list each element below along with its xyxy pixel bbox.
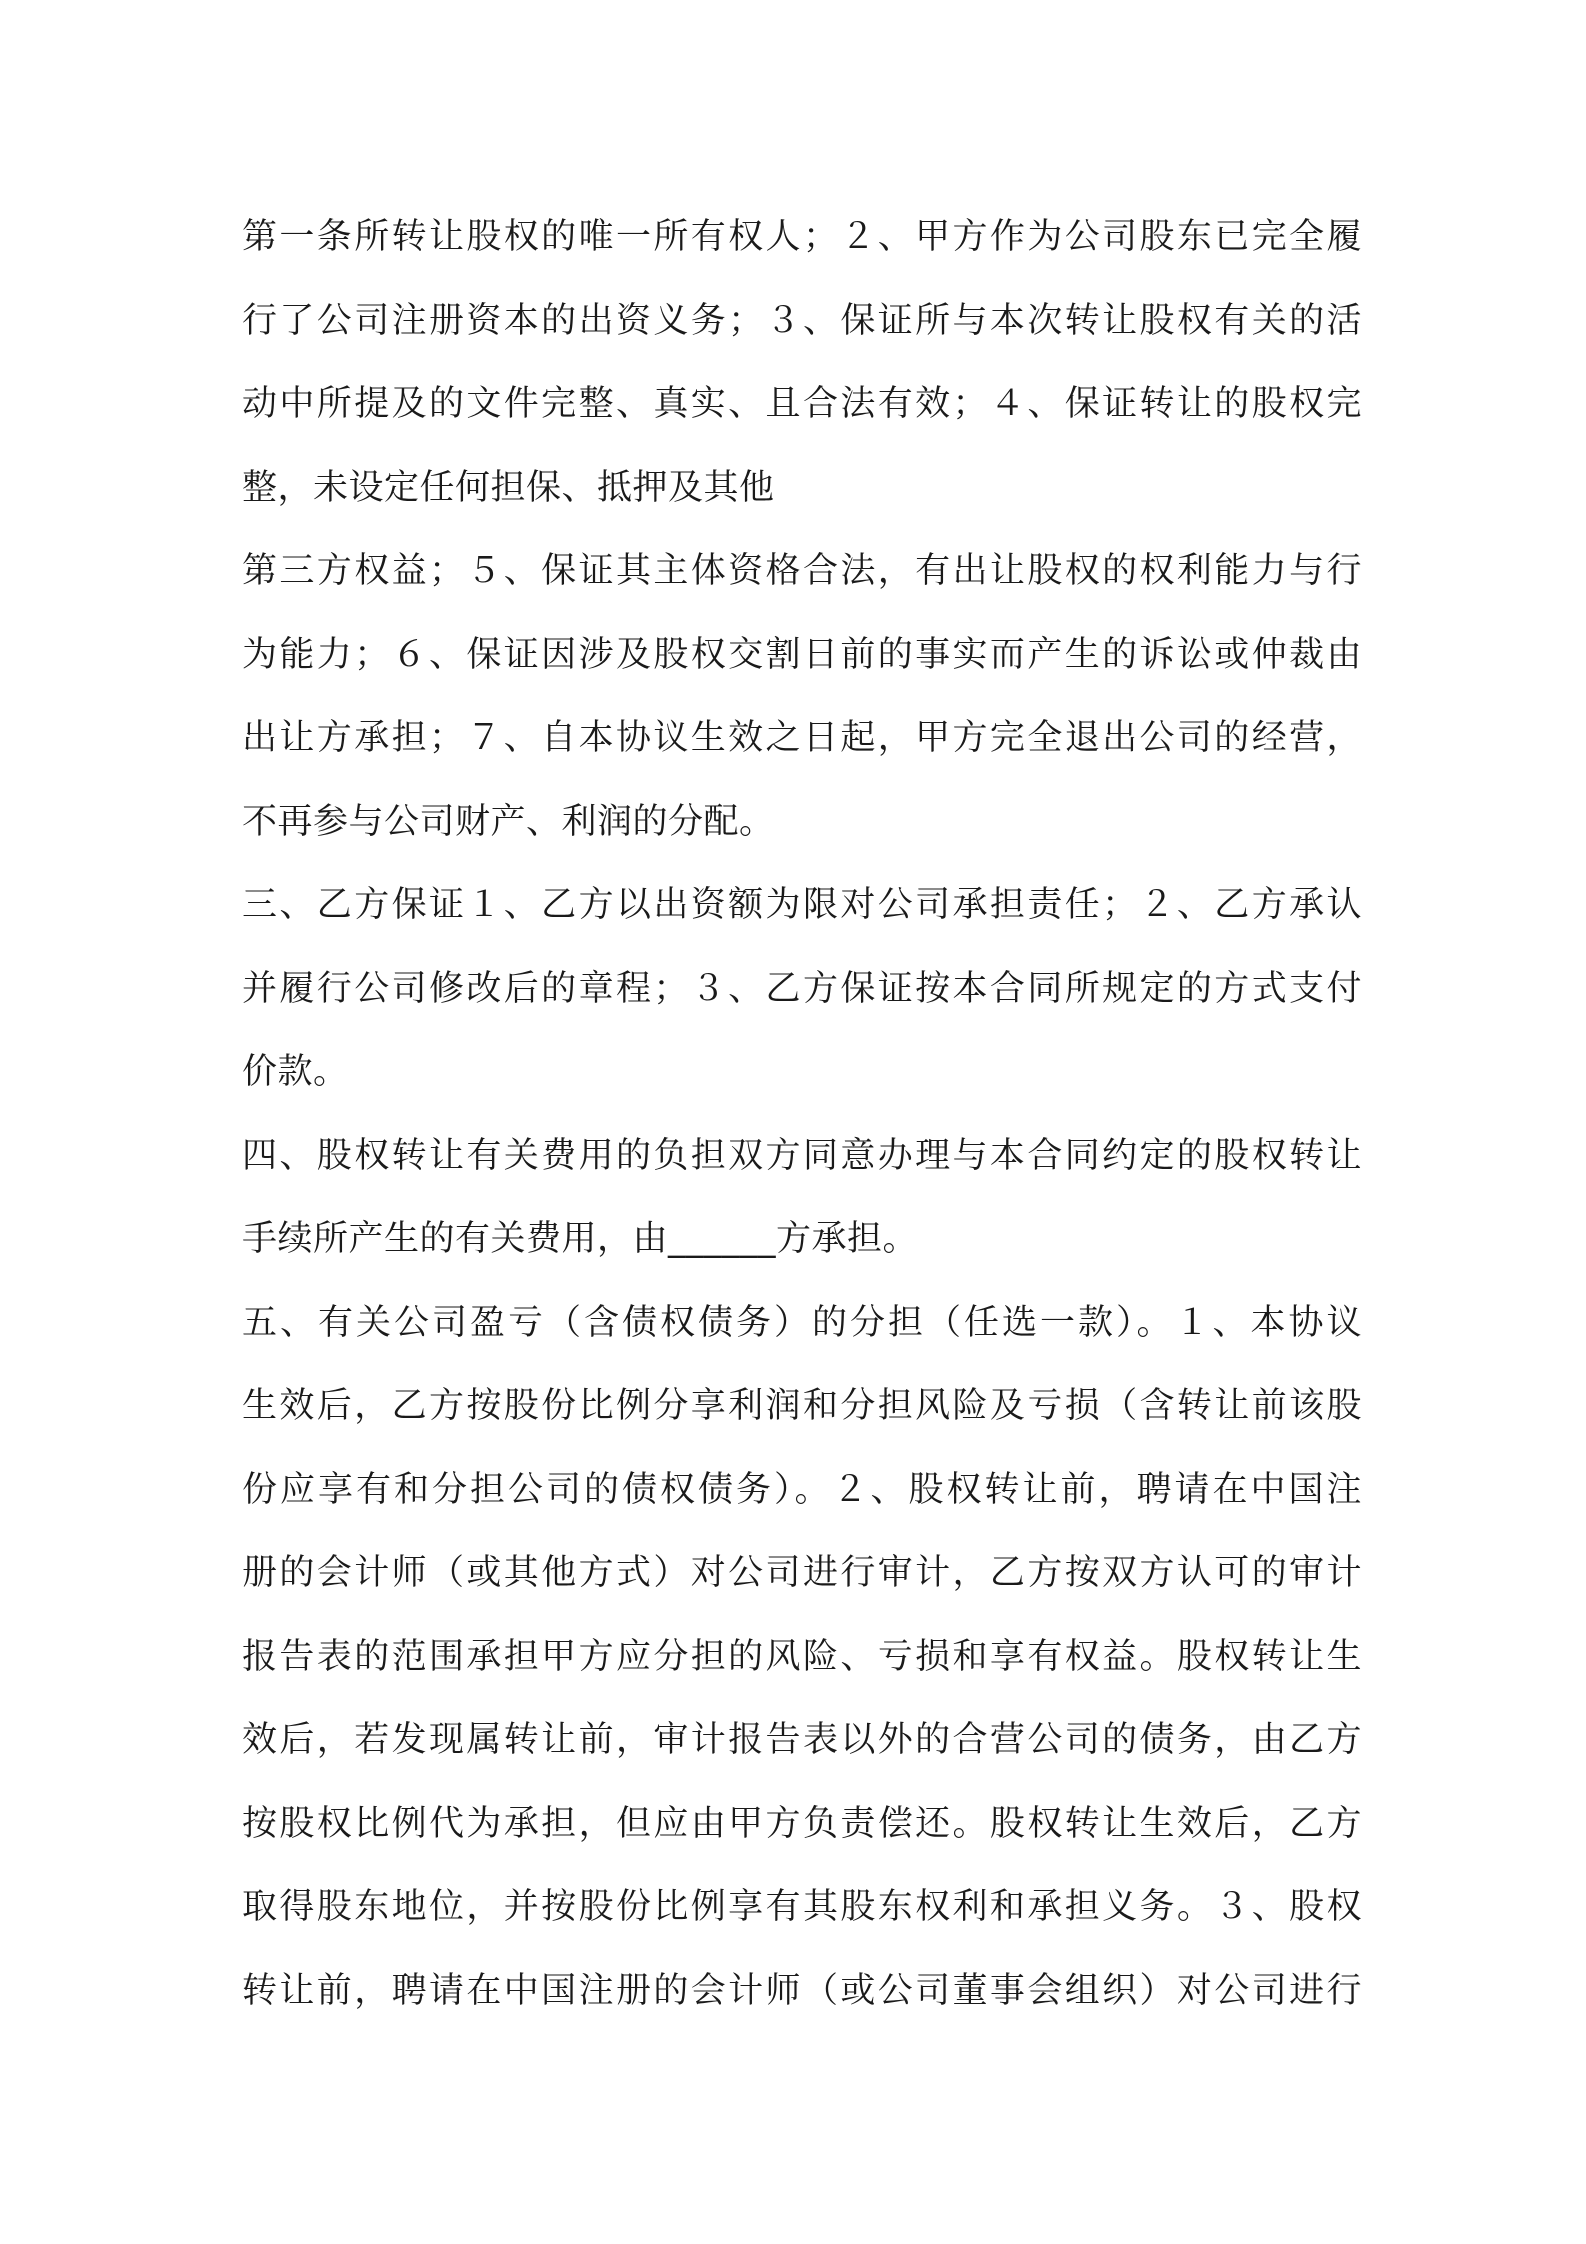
text-line: 份应享有和分担公司的债权债务）。２、股权转让前，聘请在中国注 bbox=[242, 1469, 1362, 1510]
paragraph-transfer-fees bbox=[242, 1115, 1362, 1282]
text-line: 整，未设定任何担保、抵押及其他 bbox=[242, 467, 775, 508]
text-line: 报告表的范围承担甲方应分担的风险、亏损和享有权益。股权转让生 bbox=[242, 1636, 1362, 1677]
text-line: 第三方权益；５、保证其主体资格合法，有出让股权的权利能力与行 bbox=[242, 551, 1362, 591]
paragraph-party-b-warranties bbox=[242, 864, 1362, 1115]
text-line: 转让前，聘请在中国注册的会计师（或公司董事会组织）对公司进行 bbox=[242, 1970, 1362, 2011]
text-line: 按股权比例代为承担，但应由甲方负责偿还。股权转让生效后，乙方 bbox=[242, 1803, 1362, 1844]
text-line: 并履行公司修改后的章程；３、乙方保证按本合同所规定的方式支付 bbox=[242, 968, 1362, 1009]
text-line: 为能力；６、保证因涉及股权交割日前的事实而产生的诉讼或仲裁由 bbox=[242, 634, 1362, 675]
text-line: 册的会计师（或其他方式）对公司进行审计，乙方按双方认可的审计 bbox=[242, 1553, 1362, 1593]
text-line: 不再参与公司财产、利润的分配。 bbox=[242, 801, 775, 842]
text-line: 价款。 bbox=[242, 1052, 349, 1092]
paragraph-warranties-continued bbox=[242, 196, 1362, 530]
text-line: 取得股东地位，并按股份比例享有其股东权利和承担义务。３、股权 bbox=[242, 1887, 1362, 1927]
paragraph-profit-loss-sharing bbox=[242, 1282, 1362, 2034]
paragraph-third-party-rights bbox=[242, 530, 1362, 864]
text-line: 五、有关公司盈亏（含债权债务）的分担（任选一款）。１、本协议 bbox=[242, 1302, 1362, 1343]
text-line: 行了公司注册资本的出资义务；３、保证所与本次转让股权有关的活 bbox=[242, 300, 1362, 341]
text-line: 手续所产生的有关费用，由______方承担。 bbox=[242, 1219, 919, 1259]
text-line: 出让方承担；７、自本协议生效之日起，甲方完全退出公司的经营， bbox=[242, 718, 1362, 758]
text-line: 效后，若发现属转让前，审计报告表以外的合营公司的债务，由乙方 bbox=[242, 1720, 1362, 1760]
text-line: 生效后，乙方按股份比例分享利润和分担风险及亏损（含转让前该股 bbox=[242, 1386, 1362, 1426]
text-line: 第一条所转让股权的唯一所有权人；２、甲方作为公司股东已完全履 bbox=[242, 217, 1362, 257]
document-body bbox=[242, 196, 1362, 2033]
text-line: 三、乙方保证１、乙方以出资额为限对公司承担责任；２、乙方承认 bbox=[242, 885, 1362, 925]
text-line: 动中所提及的文件完整、真实、且合法有效；４、保证转让的股权完 bbox=[242, 384, 1362, 424]
text-line: 四、股权转让有关费用的负担双方同意办理与本合同约定的股权转让 bbox=[242, 1135, 1362, 1176]
